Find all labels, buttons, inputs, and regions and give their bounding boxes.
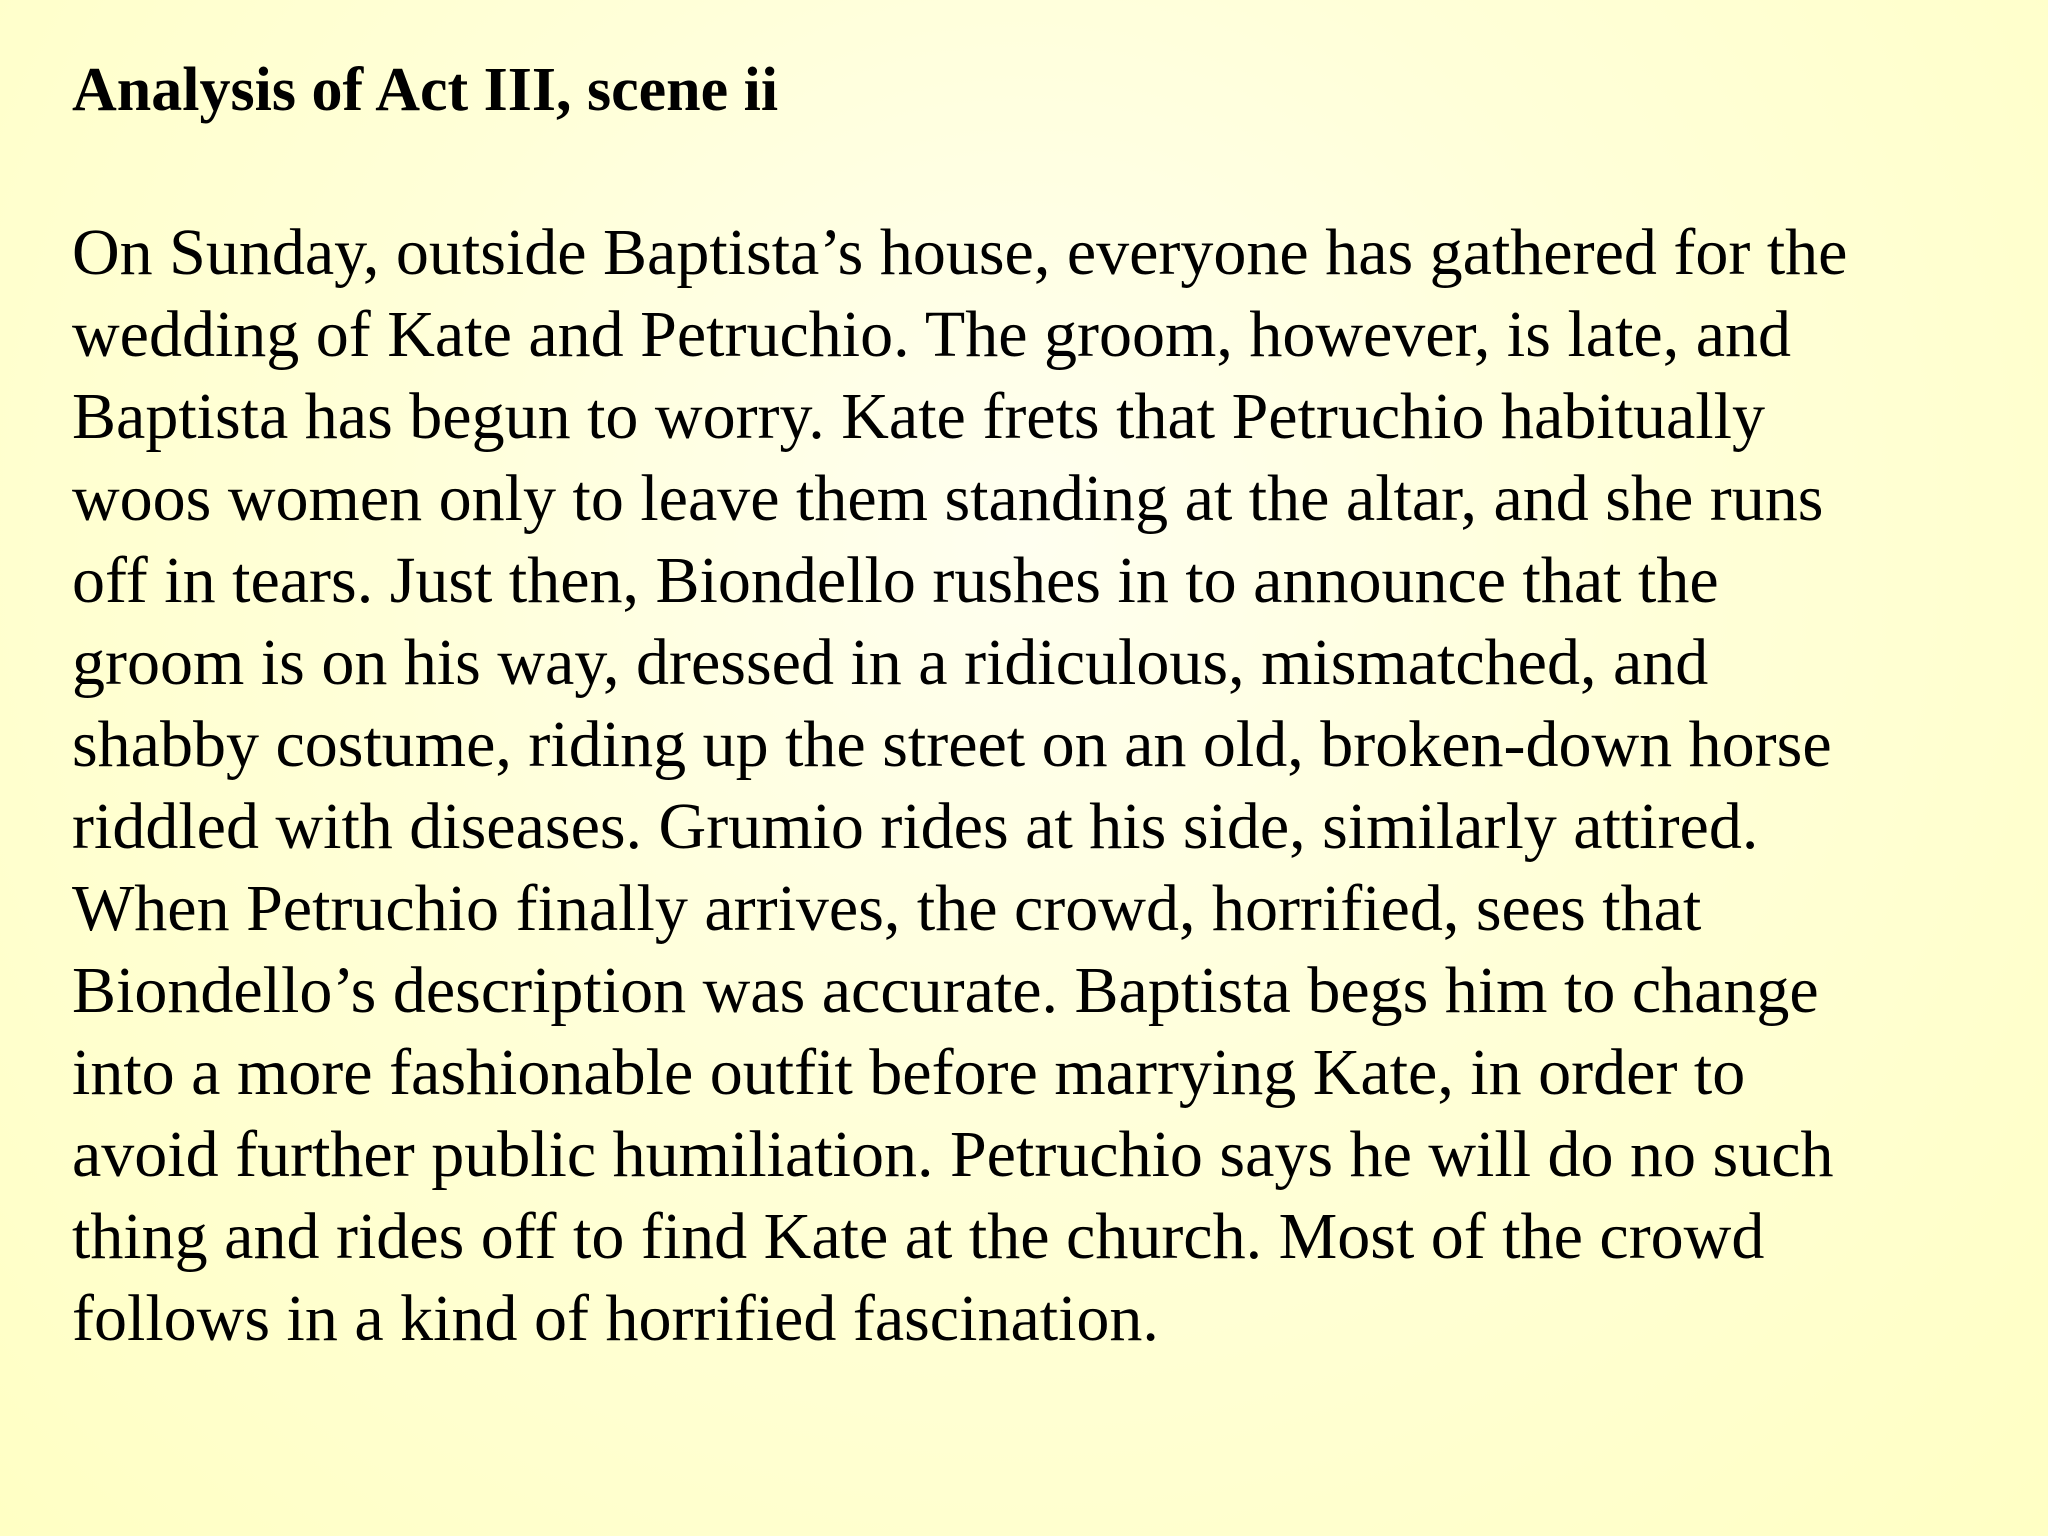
paragraph-line: riddled with diseases. Grumio rides at his side, similarly attired. (72, 790, 1759, 863)
paragraph-line: groom is on his way, dressed in a ridiculous, mismatched, and (72, 626, 1709, 699)
summary-paragraph (72, 212, 1992, 1360)
page-title: Analysis of Act III, scene ii (72, 56, 779, 124)
paragraph-line: follows in a kind of horrified fascination. (72, 1282, 1159, 1355)
paragraph-line: thing and rides off to find Kate at the church. Most of the crowd (72, 1200, 1765, 1273)
paragraph-line: off in tears. Just then, Biondello rushes in to announce that the (72, 544, 1719, 617)
paragraph-line: When Petruchio finally arrives, the crowd, horrified, sees that (72, 872, 1702, 945)
paragraph-line: On Sunday, outside Baptista’s house, everyone has gathered for the (72, 216, 1848, 289)
paragraph-line: wedding of Kate and Petruchio. The groom, however, is late, and (72, 298, 1791, 371)
paragraph-line: into a more fashionable outfit before marrying Kate, in order to (72, 1036, 1746, 1109)
paragraph-line: woos women only to leave them standing at the altar, and she runs (72, 462, 1824, 535)
paragraph-line: Biondello’s description was accurate. Baptista begs him to change (72, 954, 1819, 1027)
paragraph-line: shabby costume, riding up the street on an old, broken-down horse (72, 708, 1832, 781)
paragraph-line: avoid further public humiliation. Petruchio says he will do no such (72, 1118, 1834, 1191)
paragraph-line: Baptista has begun to worry. Kate frets that Petruchio habitually (72, 380, 1765, 453)
